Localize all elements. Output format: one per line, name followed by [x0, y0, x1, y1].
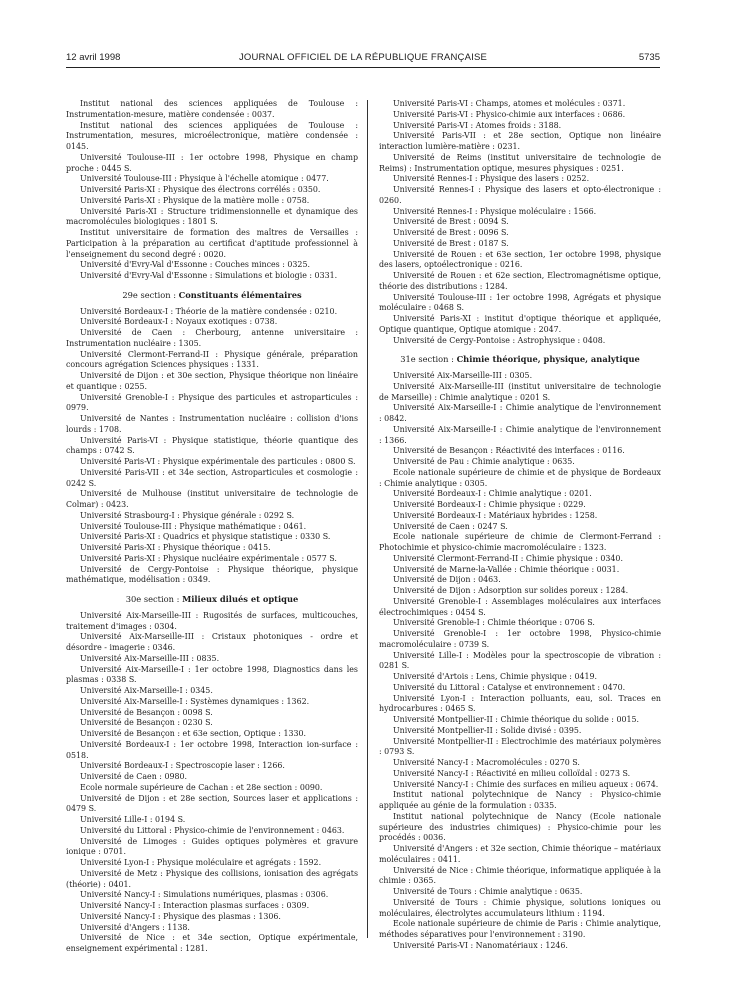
right-column [379, 99, 661, 952]
list-entry: Université Paris-VI : Atomes froids : 3188. [393, 120, 562, 130]
list-entry: Université de Marne-la-Vallée : Chimie théorique : 0031. [393, 564, 620, 574]
list-entry: Université Lyon-I : Physique moléculaire et agrégats : 1592. [80, 858, 322, 867]
list-entry: Université Aix-Marseille-I : Chimie analytique de l'environnement : 0842. [379, 403, 661, 423]
list-entry: Ecole nationale supérieure de chimie de Paris : Chimie analytique, méthodes séparatives pour l'environnement : 3190. [379, 919, 661, 939]
list-entry: Université Nancy-I : Physique des plasmas : 1306. [80, 911, 281, 921]
section-30-title: Milieux dilués et optique [182, 594, 299, 604]
list-entry: Université d'Evry-Val d'Essonne : Simulations et biologie : 0331. [80, 271, 338, 280]
column-divider [367, 100, 368, 938]
list-entry: Université d'Angers : et 32e section, Chimie théorique – matériaux moléculaires : 0411. [379, 844, 661, 864]
section-29-list [66, 307, 358, 587]
section-30-heading [66, 594, 358, 605]
list-entry: Université de Limoges : Guides optiques polymères et gravure ionique : 0701. [66, 836, 358, 857]
list-entry: Université Paris-XI : Physique de la matière molle : 0758. [80, 195, 310, 205]
list-entry: Institut universitaire de formation des maîtres de Versailles : Participation à la préparation au certificat d'aptitude professionnel à l'enseignement du second degré : 0020. [66, 228, 358, 259]
list-entry: Université de Dijon : et 30e section, Physique théorique non linéaire et quantique : 0255. [66, 371, 358, 391]
list-entry: Université Clermont-Ferrand-II : Physique générale, préparation concours agrégation Sciences physiques : 1331. [66, 349, 358, 370]
list-entry: Université de Cergy-Pontoise : Astrophysique : 0408. [393, 335, 606, 345]
list-entry: Université Aix-Marseille-III : Cristaux photoniques - ordre et désordre - imagerie : 0346. [66, 632, 358, 652]
section-31-prefix: 31e section : [400, 354, 457, 365]
list-entry: Université Bordeaux-I : Spectroscopie laser : 1266. [80, 761, 285, 771]
list-entry: Université de Caen : Cherbourg, antenne universitaire : Instrumentation nucléaire : 1305. [66, 328, 358, 348]
list-entry: Université Paris-XI : Physique des électrons corrélés : 0350. [80, 185, 321, 194]
list-entry: Université Montpellier-II : Solide divisé : 0395. [393, 725, 582, 735]
right-intro-list [379, 99, 661, 346]
page-header [66, 52, 660, 68]
list-entry: Université de Caen : 0247 S. [393, 521, 508, 531]
list-entry: Université Paris-VII : et 34e section, Astroparticules et cosmologie : 0242 S. [66, 467, 358, 488]
list-entry: Université de Brest : 0094 S. [393, 217, 509, 227]
list-entry: Université d'Angers : 1138. [80, 922, 190, 932]
list-entry: Université de Besançon : Réactivité des interfaces : 0116. [393, 446, 625, 456]
list-entry: Université Toulouse-III : 1er octobre 1998, Physique en champ proche : 0445 S. [66, 152, 358, 173]
list-entry: Université Paris-XI : Physique théorique : 0415. [80, 543, 271, 552]
list-entry: Université de Besançon : 0098 S. [80, 707, 213, 717]
list-entry: Université Rennes-I : Physique des lasers : 0252. [393, 174, 590, 184]
list-entry: Université de Rouen : et 63e section, 1er octobre 1998, physique des lasers, optoélectronique : 0216. [379, 249, 661, 270]
list-entry: Université de Tours : Chimie analytique : 0635. [393, 887, 583, 896]
list-entry: Université Toulouse-III : 1er octobre 1998, Agrégats et physique moléculaire : 0468 S. [379, 292, 661, 313]
section-29-prefix: 29e section : [122, 289, 179, 300]
section-31-list [379, 371, 661, 952]
list-entry: Institut national polytechnique de Nancy : Physico-chimie appliquée au génie de la formulation : 0335. [379, 790, 661, 810]
list-entry: Université Paris-XI : Quadrics et physique statistique : 0330 S. [80, 532, 331, 542]
list-entry: Université Lille-I : 0194 S. [80, 815, 186, 824]
list-entry: Université Nancy-I : Simulations numériques, plasmas : 0306. [80, 890, 329, 900]
list-entry: Université de Cergy-Pontoise : Physique théorique, physique mathématique, modélisation : 0349. [66, 564, 358, 585]
list-entry: Université de Besançon : et 63e section, Optique : 1330. [80, 729, 307, 738]
list-entry: Institut national polytechnique de Nancy (Ecole nationale supérieure des industries chimiques) : Physico-chimie pour les procédés : 0036. [379, 811, 661, 843]
section-30-list [66, 611, 358, 955]
list-entry: Université de Dijon : et 28e section, Sources laser et applications : 0479 S. [66, 793, 358, 814]
list-entry: Université de Tours : Chimie physique, solutions ioniques ou moléculaires, électrolytes accumulateurs lithium : 1194. [379, 897, 661, 918]
list-entry: Université Nancy-I : Interaction plasmas surfaces : 0309. [80, 901, 310, 910]
header-rule [66, 67, 660, 68]
header-journal-title: JOURNAL OFFICIEL DE LA RÉPUBLIQUE FRANÇAISE [238, 52, 488, 63]
list-entry: Université de Dijon : Adsorption sur solides poreux : 1284. [393, 586, 629, 595]
list-entry: Université Paris-VII : et 28e section, Optique non linéaire interaction lumière-matière : 0231. [379, 131, 661, 151]
list-entry: Université Nancy-I : Macromolécules : 0270 S. [393, 758, 580, 767]
list-entry: Université Aix-Marseille-I : 0345. [80, 686, 213, 695]
list-entry: Université Rennes-I : Physique moléculaire : 1566. [393, 206, 597, 216]
list-entry: Université de Besançon : 0230 S. [80, 718, 213, 728]
section-31-heading [379, 354, 661, 365]
list-entry: Université d'Artois : Lens, Chimie physique : 0419. [393, 672, 598, 681]
list-entry: Université de Pau : Chimie analytique : 0635. [393, 457, 575, 466]
list-entry: Université Toulouse-III : Physique à l'échelle atomique : 0477. [80, 174, 329, 184]
list-entry: Université Bordeaux-I : Théorie de la matière condensée : 0210. [80, 306, 338, 316]
list-entry: Université Paris-VI : Physique statistique, théorie quantique des champs : 0742 S. [66, 435, 358, 456]
list-entry: Université Paris-VI : Champs, atomes et molécules : 0371. [393, 99, 626, 108]
section-31-title: Chimie théorique, physique, analytique [456, 354, 640, 365]
list-entry: Université Toulouse-III : Physique mathématique : 0461. [80, 521, 307, 531]
list-entry: Université Lille-I : Modèles pour la spectroscopie de vibration : 0281 S. [379, 650, 661, 671]
list-entry: Université Montpellier-II : Electrochimie des matériaux polymères : 0793 S. [379, 736, 661, 757]
header-page-number: 5735 [638, 52, 660, 63]
list-entry: Institut national des sciences appliquées de Toulouse : Instrumentation, mesures, microélectronique, matière condensée : 0145. [66, 120, 358, 151]
list-entry: Université d'Evry-Val d'Essonne : Couches minces : 0325. [80, 260, 310, 270]
list-entry: Université Rennes-I : Physique des lasers et opto-électronique : 0260. [379, 185, 661, 205]
list-entry: Université Grenoble-I : Chimie théorique : 0706 S. [393, 618, 595, 628]
left-column [66, 99, 358, 955]
list-entry: Université Aix-Marseille-III (institut universitaire de technologie de Marseille) : Chimie analytique : 0201 S. [379, 381, 661, 402]
left-intro-list [66, 99, 358, 282]
list-entry: Université Paris-VI : Physique expérimentale des particules : 0800 S. [80, 457, 356, 466]
list-entry: Université du Littoral : Physico-chimie de l'environnement : 0463. [80, 825, 345, 835]
section-29-heading [66, 290, 358, 301]
list-entry: Université Paris-VI : Nanomatériaux : 1246. [393, 940, 568, 950]
list-entry: Université Bordeaux-I : Noyaux exotiques : 0738. [80, 317, 278, 327]
list-entry: Université Nancy-I : Réactivité en milieu colloïdal : 0273 S. [393, 768, 631, 778]
list-entry: Université de Rouen : et 62e section, Electromagnétisme optique, théorie des distributions : 1284. [379, 271, 661, 291]
list-entry: Université Paris-VI : Physico-chimie aux interfaces : 0686. [393, 109, 626, 119]
list-entry: Institut national des sciences appliquées de Toulouse : Instrumentation-mesure, matière condensée : 0037. [66, 99, 358, 119]
list-entry: Université de Metz : Physique des collisions, ionisation des agrégats (théorie) : 0401. [66, 868, 358, 889]
list-entry: Université Grenoble-I : 1er octobre 1998, Physico-chimie macromoléculaire : 0739 S. [379, 629, 661, 649]
header-date: 12 avril 1998 [66, 52, 121, 63]
list-entry: Université Grenoble-I : Physique des particules et astroparticules : 0979. [66, 392, 358, 413]
list-entry: Université Bordeaux-I : Matériaux hybrides : 1258. [393, 510, 598, 520]
section-30-prefix: 30e section : [125, 594, 183, 604]
list-entry: Université Aix-Marseille-I : Chimie analytique de l'environnement : 1366. [379, 424, 661, 445]
list-entry: Université Paris-XI : institut d'optique théorique et appliquée, Optique quantique, Optique atomique : 2047. [379, 314, 661, 334]
list-entry: Université Strasbourg-I : Physique générale : 0292 S. [80, 510, 295, 520]
list-entry: Université Aix-Marseille-I : 1er octobre 1998, Diagnostics dans les plasmas : 0338 S. [66, 664, 358, 685]
list-entry: Université Nancy-I : Chimie des surfaces en milieu aqueux : 0674. [393, 779, 659, 789]
list-entry: Université Aix-Marseille-III : 0835. [80, 653, 220, 663]
list-entry: Université de Dijon : 0463. [393, 575, 501, 585]
list-entry: Université de Brest : 0096 S. [393, 228, 509, 237]
list-entry: Université Aix-Marseille-I : Systèmes dynamiques : 1362. [80, 696, 310, 706]
list-entry: Université Grenoble-I : Assemblages moléculaires aux interfaces électrochimiques : 0454 S. [379, 596, 661, 617]
list-entry: Université Clermont-Ferrand-II : Chimie physique : 0340. [393, 553, 623, 563]
list-entry: Ecole nationale supérieure de chimie de Clermont-Ferrand : Photochimie et physico-chimie macromoléculaire : 1323. [379, 532, 661, 552]
list-entry: Université Lyon-I : Interaction polluants, eau, sol. Traces en hydrocarbures : 0465 S. [379, 693, 661, 714]
list-entry: Université de Reims (institut universitaire de technologie de Reims) : Instrumentation optique, mesures physiques : 0251. [379, 152, 661, 173]
list-entry: Ecole nationale supérieure de chimie et de physique de Bordeaux : Chimie analytique : 0305. [379, 467, 661, 488]
list-entry: Université Aix-Marseille-III : Rugosités de surfaces, multicouches, traitement d'images : 0304. [66, 610, 358, 631]
list-entry: Université Bordeaux-I : Chimie physique : 0229. [393, 500, 586, 509]
list-entry: Université du Littoral : Catalyse et environnement : 0470. [393, 682, 626, 692]
list-entry: Université Bordeaux-I : 1er octobre 1998, Interaction ion-surface : 0518. [66, 739, 358, 760]
section-29-title: Constituants élémentaires [178, 289, 302, 300]
list-entry: Ecole normale supérieure de Cachan : et 28e section : 0090. [80, 782, 323, 792]
list-entry: Université Paris-XI : Physique nucléaire expérimentale : 0577 S. [80, 553, 337, 563]
list-entry: Université de Nice : Chimie théorique, informatique appliquée à la chimie : 0365. [379, 865, 661, 886]
list-entry: Université de Mulhouse (institut universitaire de technologie de Colmar) : 0423. [66, 489, 358, 509]
list-entry: Université de Caen : 0980. [80, 772, 188, 781]
list-entry: Université Montpellier-II : Chimie théorique du solide : 0015. [393, 715, 640, 724]
list-entry: Université Bordeaux-I : Chimie analytique : 0201. [393, 489, 592, 499]
list-entry: Université de Nice : et 34e section, Optique expérimentale, enseignement expérimental : 1281. [66, 933, 358, 953]
list-entry: Université Paris-XI : Structure tridimensionnelle et dynamique des macromolécules biologiques : 1801 S. [66, 206, 358, 227]
list-entry: Université Aix-Marseille-III : 0305. [393, 371, 533, 380]
list-entry: Université de Brest : 0187 S. [393, 238, 509, 248]
list-entry: Université de Nantes : Instrumentation nucléaire : collision d'ions lourds : 1708. [66, 414, 358, 434]
